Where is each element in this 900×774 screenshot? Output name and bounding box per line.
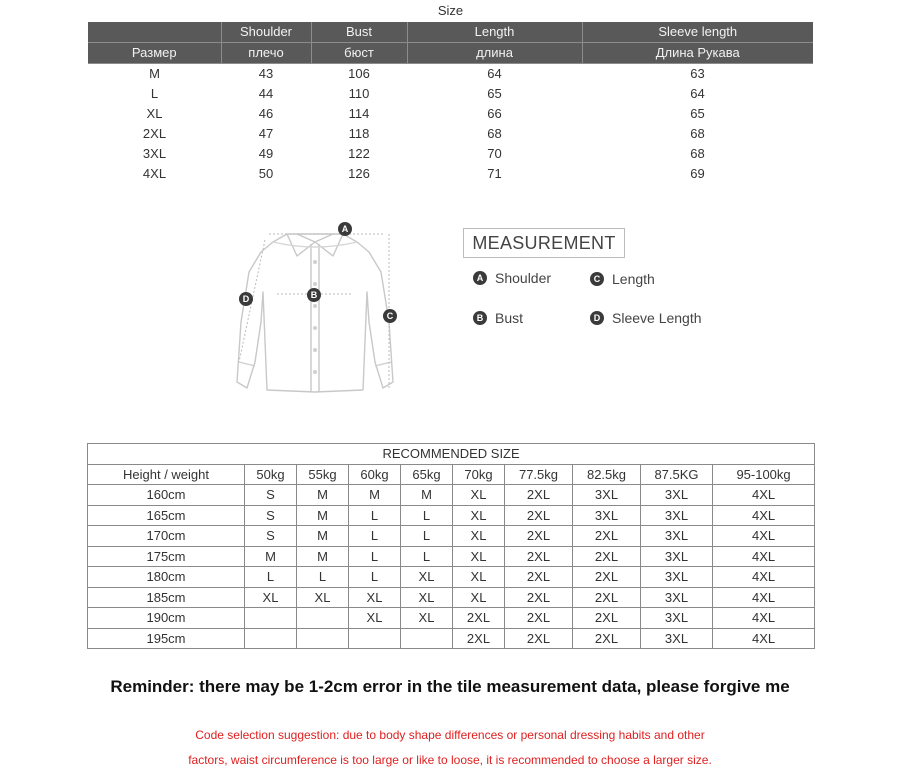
recommended-row — [88, 587, 815, 608]
size-cell: 46 — [258, 106, 274, 121]
recommended-cell: XL — [349, 608, 401, 629]
recommended-header-cell: 95-100kg — [713, 464, 815, 485]
size-cell: 126 — [348, 166, 370, 181]
recommended-cell: 4XL — [713, 567, 815, 588]
recommended-cell: XL — [453, 567, 505, 588]
recommended-cell: 4XL — [713, 546, 815, 567]
suggestion-line-1: Code selection suggestion: due to body shape differences or personal dressing habits and other — [195, 728, 705, 742]
marker-d-icon: D — [590, 311, 604, 325]
recommended-cell: L — [245, 567, 297, 588]
size-row — [88, 144, 813, 164]
size-table — [88, 22, 813, 184]
legend-label: Bust — [495, 310, 524, 326]
recommended-header-cell: 50kg — [245, 464, 297, 485]
size-cell: 68 — [690, 126, 705, 141]
recommended-cell — [297, 608, 349, 629]
legend-label: Length — [612, 271, 655, 287]
recommended-cell: 2XL — [573, 587, 641, 608]
recommended-table-body — [88, 444, 815, 649]
marker-d-icon: D — [239, 292, 253, 306]
size-cell: 66 — [487, 106, 502, 121]
size-cell: 65 — [690, 106, 705, 121]
recommended-header-cell: 65kg — [401, 464, 453, 485]
recommended-cell: 2XL — [573, 628, 641, 649]
size-cell: 47 — [258, 126, 274, 141]
recommended-cell — [245, 628, 297, 649]
size-table-body — [88, 64, 813, 185]
recommended-cell: 2XL — [505, 608, 573, 629]
recommended-cell — [245, 608, 297, 629]
recommended-cell: 3XL — [573, 485, 641, 506]
recommended-row — [88, 505, 815, 526]
size-row — [88, 124, 813, 144]
legend-shoulder — [473, 270, 551, 286]
recommended-cell: M — [349, 485, 401, 506]
recommended-row — [88, 567, 815, 588]
recommended-cell: 3XL — [641, 505, 713, 526]
recommended-cell: 3XL — [641, 567, 713, 588]
size-cell: 110 — [348, 86, 370, 101]
recommended-cell: 3XL — [641, 628, 713, 649]
size-row — [88, 164, 813, 184]
recommended-cell: XL — [297, 587, 349, 608]
recommended-row — [88, 526, 815, 547]
recommended-cell: 4XL — [713, 587, 815, 608]
marker-a-icon: A — [473, 271, 487, 285]
recommended-cell: 3XL — [641, 608, 713, 629]
recommended-cell: 180cm — [88, 567, 245, 588]
recommended-cell: 3XL — [641, 546, 713, 567]
size-chart — [88, 0, 813, 184]
recommended-header-cell: 70kg — [453, 464, 505, 485]
recommended-cell — [401, 628, 453, 649]
recommended-row — [88, 546, 815, 567]
reminder-text: Reminder: there may be 1-2cm error in the tile measurement data, please forgive me — [110, 677, 790, 696]
recommended-header-cell: 55kg — [297, 464, 349, 485]
size-cell: 43 — [258, 66, 274, 81]
recommended-cell: 4XL — [713, 628, 815, 649]
recommended-cell: XL — [401, 608, 453, 629]
size-cell: 49 — [258, 146, 274, 161]
header-cell: плечо — [221, 43, 311, 64]
recommended-cell: S — [245, 505, 297, 526]
recommended-cell: 2XL — [505, 526, 573, 547]
recommended-cell: 2XL — [505, 485, 573, 506]
recommended-caption-row — [88, 444, 815, 465]
recommended-cell: XL — [401, 567, 453, 588]
recommended-cell: L — [297, 567, 349, 588]
recommended-header-cell: 82.5kg — [573, 464, 641, 485]
recommended-cell: 165cm — [88, 505, 245, 526]
size-cell: 63 — [690, 66, 705, 81]
size-cell: L — [150, 86, 159, 101]
recommended-cell: 4XL — [713, 485, 815, 506]
recommended-cell: M — [297, 505, 349, 526]
size-cell: 44 — [258, 86, 274, 101]
recommended-cell: 2XL — [505, 587, 573, 608]
recommended-header-cell: 77.5kg — [505, 464, 573, 485]
legend-label: Shoulder — [495, 270, 552, 286]
recommended-cell: 195cm — [88, 628, 245, 649]
header-cell: Sleeve length — [582, 22, 813, 43]
recommended-cell: XL — [349, 587, 401, 608]
recommended-cell: XL — [453, 505, 505, 526]
size-cell: 68 — [690, 146, 705, 161]
size-cell: 114 — [348, 106, 370, 121]
recommended-cell: M — [245, 546, 297, 567]
recommended-row — [88, 485, 815, 506]
recommended-cell: 2XL — [573, 608, 641, 629]
size-cell: 106 — [348, 66, 370, 81]
size-cell: XL — [146, 106, 163, 121]
recommended-size-table — [87, 443, 815, 649]
marker-a-icon: A — [338, 222, 352, 236]
recommended-cell: S — [245, 526, 297, 547]
recommended-header-cell: Height / weight — [88, 464, 245, 485]
recommended-cell: 2XL — [573, 567, 641, 588]
header-cell — [88, 22, 221, 43]
recommended-cell: 2XL — [453, 628, 505, 649]
shirt-illustration — [225, 212, 405, 402]
recommended-cell: M — [297, 485, 349, 506]
recommended-cell: 2XL — [505, 567, 573, 588]
recommended-caption: RECOMMENDED SIZE — [88, 444, 815, 465]
header-cell: Length — [407, 22, 582, 43]
recommended-cell: 2XL — [505, 546, 573, 567]
size-cell: 4XL — [142, 166, 167, 181]
marker-b-icon: B — [307, 288, 321, 302]
size-row — [88, 104, 813, 124]
marker-c-icon: C — [590, 272, 604, 286]
recommended-cell: 4XL — [713, 505, 815, 526]
recommended-header-cell: 87.5KG — [641, 464, 713, 485]
recommended-row — [88, 608, 815, 629]
recommended-header-cell: 60kg — [349, 464, 401, 485]
recommended-cell: S — [245, 485, 297, 506]
size-row — [88, 64, 813, 85]
header-cell: Shoulder — [221, 22, 311, 43]
header-cell: Bust — [311, 22, 407, 43]
recommended-cell: L — [349, 505, 401, 526]
size-chart-title: Size — [437, 3, 464, 18]
recommended-cell: XL — [453, 526, 505, 547]
recommended-cell: XL — [401, 587, 453, 608]
legend-label: Sleeve Length — [612, 310, 702, 326]
header-cell: бюст — [311, 43, 407, 64]
header-cell: Длина Рукава — [582, 43, 813, 64]
legend-sleeve-length — [590, 310, 702, 326]
recommended-cell: 2XL — [505, 505, 573, 526]
recommended-cell: M — [297, 546, 349, 567]
recommended-cell: L — [401, 546, 453, 567]
recommended-row — [88, 628, 815, 649]
recommended-cell: 3XL — [641, 485, 713, 506]
recommended-cell: 4XL — [713, 526, 815, 547]
recommended-cell: 190cm — [88, 608, 245, 629]
recommended-cell: 160cm — [88, 485, 245, 506]
recommended-cell — [297, 628, 349, 649]
recommended-cell: 175cm — [88, 546, 245, 567]
size-cell: 70 — [487, 146, 502, 161]
size-cell: 68 — [487, 126, 502, 141]
recommended-cell: L — [349, 526, 401, 547]
size-cell: 64 — [690, 86, 705, 101]
marker-b-icon: B — [473, 311, 487, 325]
recommended-cell: L — [349, 546, 401, 567]
recommended-cell: 4XL — [713, 608, 815, 629]
recommended-cell: XL — [453, 546, 505, 567]
size-cell: 118 — [348, 126, 370, 141]
recommended-cell: 2XL — [453, 608, 505, 629]
size-cell: 64 — [487, 66, 502, 81]
recommended-cell: 3XL — [573, 505, 641, 526]
recommended-cell: 3XL — [641, 526, 713, 547]
recommended-header-row — [88, 464, 815, 485]
recommended-cell: 2XL — [505, 628, 573, 649]
recommended-cell: XL — [245, 587, 297, 608]
size-cell: 65 — [487, 86, 502, 101]
size-header-row-en — [88, 22, 813, 43]
size-cell: 71 — [487, 166, 502, 181]
recommended-cell: M — [297, 526, 349, 547]
size-cell: 69 — [690, 166, 705, 181]
size-cell: 3XL — [142, 146, 167, 161]
recommended-cell: XL — [453, 587, 505, 608]
header-cell: длина — [407, 43, 582, 64]
recommended-cell: 2XL — [573, 526, 641, 547]
recommended-cell — [349, 628, 401, 649]
recommended-cell: 185cm — [88, 587, 245, 608]
recommended-cell: 3XL — [641, 587, 713, 608]
size-cell: 122 — [348, 146, 370, 161]
size-header-row-ru — [88, 43, 813, 64]
recommended-cell: M — [401, 485, 453, 506]
suggestion-line-2: factors, waist circumference is too large or like to loose, it is recommended to choose a larger size. — [188, 753, 712, 767]
size-row — [88, 84, 813, 104]
size-cell: 2XL — [142, 126, 167, 141]
recommended-cell: L — [349, 567, 401, 588]
recommended-cell: 2XL — [573, 546, 641, 567]
marker-c-icon: C — [383, 309, 397, 323]
size-cell: 50 — [258, 166, 274, 181]
shirt-drawing — [225, 212, 405, 402]
recommended-cell: 170cm — [88, 526, 245, 547]
measurement-title: MEASUREMENT — [463, 228, 625, 258]
recommended-cell: L — [401, 526, 453, 547]
header-cell: Размер — [88, 43, 221, 64]
recommended-cell: L — [401, 505, 453, 526]
size-cell: M — [149, 66, 160, 81]
legend-length — [590, 271, 655, 287]
legend-bust — [473, 310, 523, 326]
recommended-cell: XL — [453, 485, 505, 506]
